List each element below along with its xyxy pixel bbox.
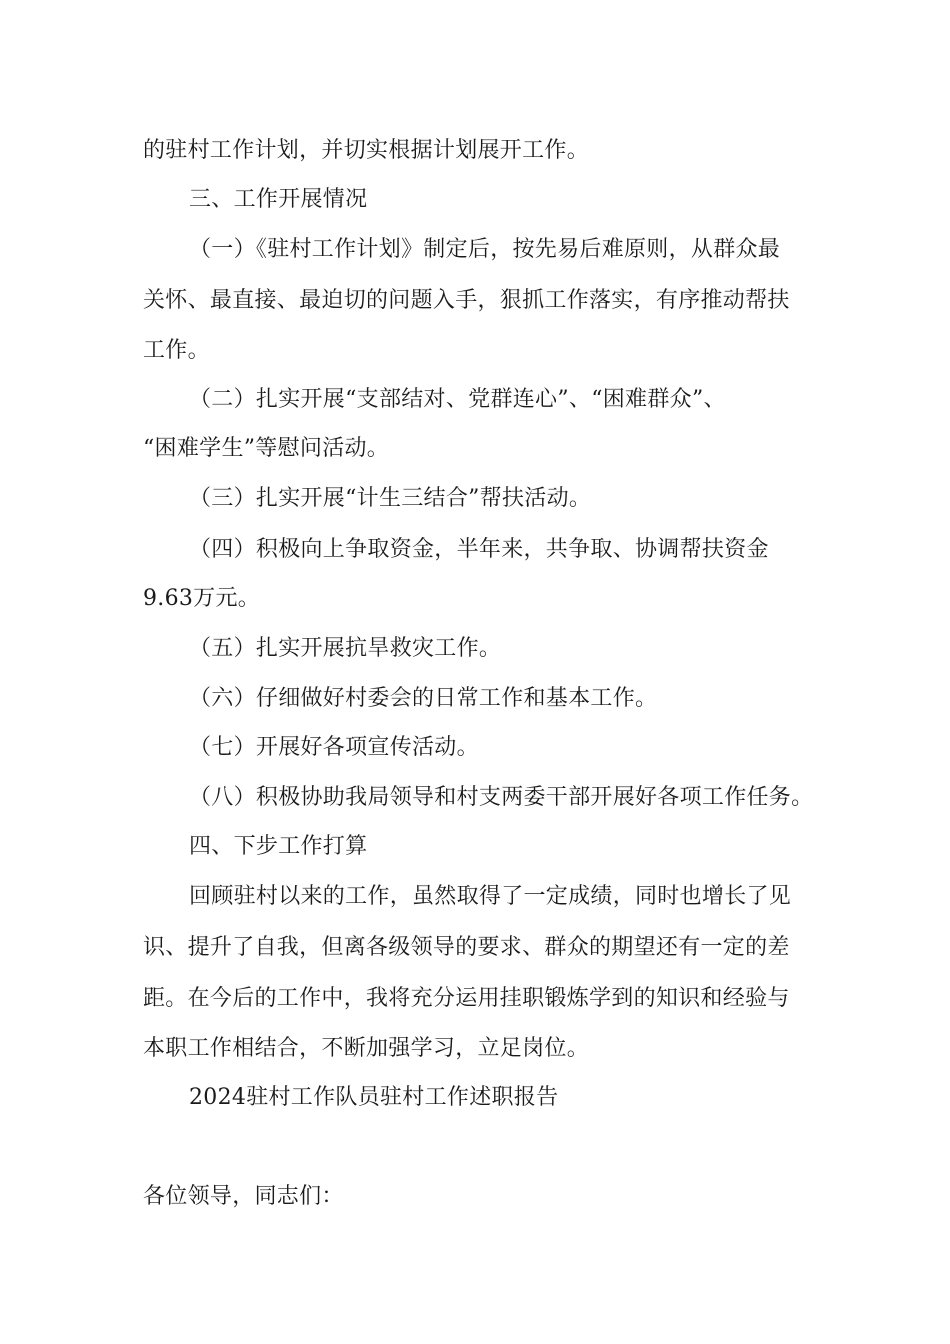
text-line: （五）扎实开展抗旱救灾工作。 bbox=[189, 636, 502, 661]
section-heading: 三、工作开展情况 bbox=[189, 187, 368, 212]
report-title: 2024驻村工作队员驻村工作述职报告 bbox=[189, 1085, 559, 1110]
text-line: 工作。 bbox=[143, 338, 210, 363]
text-line: （七）开展好各项宣传活动。 bbox=[189, 735, 479, 760]
text-line: “困难学生”等慰问活动。 bbox=[143, 436, 390, 461]
text-line: 回顾驻村以来的工作，虽然取得了一定成绩，同时也增长了见 bbox=[189, 884, 792, 909]
text-line: 关怀、最直接、最迫切的问题入手，狠抓工作落实，有序推动帮扶 bbox=[143, 288, 790, 313]
section-heading: 四、下步工作打算 bbox=[189, 834, 368, 859]
text-line: （三）扎实开展“计生三结合”帮扶活动。 bbox=[189, 486, 592, 511]
text-line: 的驻村工作计划，并切实根据计划展开工作。 bbox=[143, 138, 590, 163]
text-line: （六）仔细做好村委会的日常工作和基本工作。 bbox=[189, 686, 658, 711]
text-line: （一）《驻村工作计划》制定后，按先易后难原则，从群众最 bbox=[189, 237, 781, 262]
text-line: 距。在今后的工作中，我将充分运用挂职锻炼学到的知识和经验与 bbox=[143, 986, 790, 1011]
text-line: 9.63万元。 bbox=[143, 586, 261, 611]
text-line: （八）积极协助我局领导和村支两委干部开展好各项工作任务。 bbox=[189, 785, 814, 810]
text-line: （二）扎实开展“支部结对、党群连心”、“困难群众”、 bbox=[189, 387, 726, 412]
text-line: 本职工作相结合，不断加强学习，立足岗位。 bbox=[143, 1036, 590, 1061]
salutation: 各位领导，同志们： bbox=[143, 1184, 344, 1209]
text-line: （四）积极向上争取资金，半年来，共争取、协调帮扶资金 bbox=[189, 537, 769, 562]
text-line: 识、提升了自我，但离各级领导的要求、群众的期望还有一定的差 bbox=[143, 935, 790, 960]
